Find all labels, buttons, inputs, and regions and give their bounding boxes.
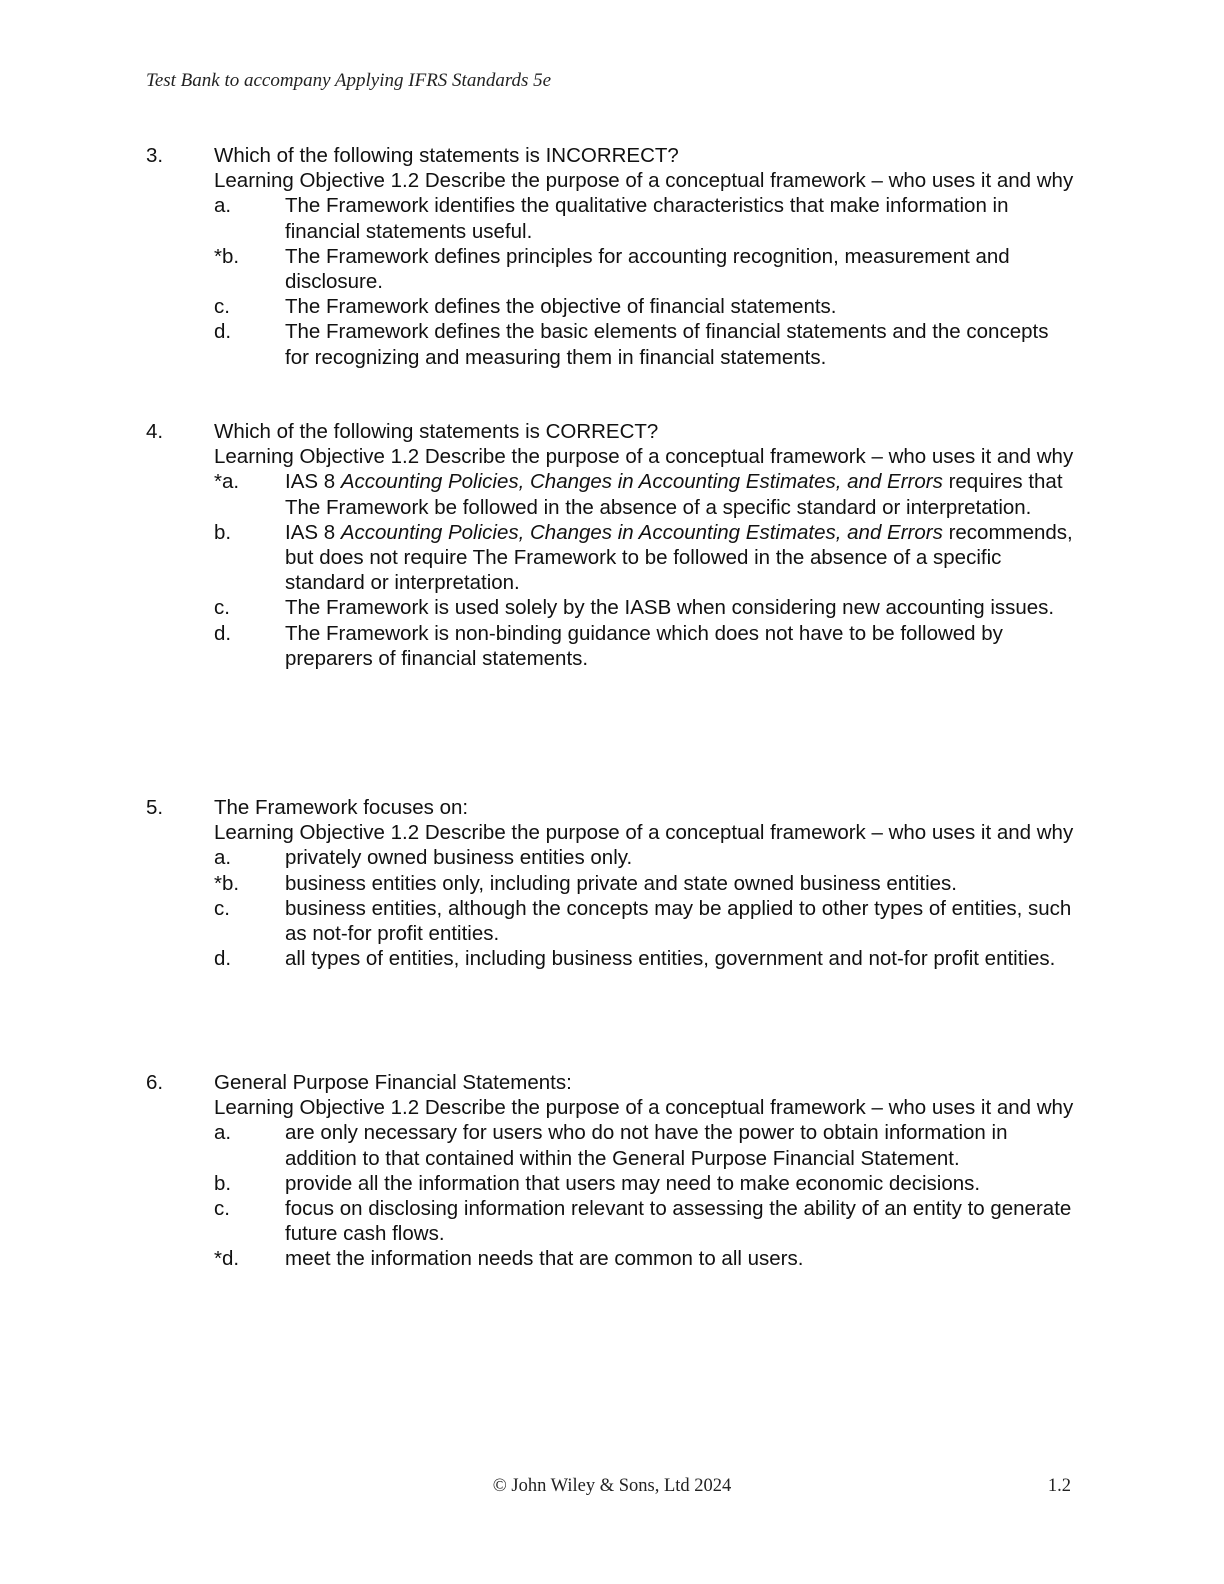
option-label: *b. — [214, 871, 240, 895]
option-d — [214, 319, 1076, 369]
option-text: are only necessary for users who do not have the power to obtain information in addition to that contained within the General Purpose Financial Statement. — [285, 1121, 1008, 1170]
learning-objective: Learning Objective 1.2 Describe the purpose of a conceptual framework – who uses it and why — [214, 821, 1074, 845]
question-stem: The Framework focuses on: — [214, 796, 469, 819]
question-3 — [146, 143, 1076, 370]
option-text: business entities, although the concepts may be applied to other types of entities, such as not-for profit entities. — [285, 896, 1072, 946]
learning-objective: Learning Objective 1.2 Describe the purpose of a conceptual framework – who uses it and why — [214, 1096, 1074, 1120]
question-number: 6. — [146, 1071, 164, 1094]
option-d — [214, 946, 1076, 971]
option-text: The Framework is used solely by the IASB when considering new accounting issues. — [285, 596, 1055, 620]
question-stem: Which of the following statements is INCORRECT? — [214, 144, 679, 167]
option-label: *a. — [214, 470, 240, 494]
option-label: d. — [214, 320, 232, 344]
option-text: The Framework is non-binding guidance which does not have to be followed by preparers of financial statements. — [285, 621, 1003, 670]
option-c — [214, 595, 1076, 620]
learning-objective: Learning Objective 1.2 Describe the purpose of a conceptual framework – who uses it and why — [214, 445, 1074, 469]
option-text: all types of entities, including business entities, government and not-for profit entities. — [285, 947, 1056, 971]
option-text: business entities only, including private and state owned business entities. — [285, 871, 957, 895]
option-label: c. — [214, 596, 230, 620]
option-label: d. — [214, 621, 232, 645]
option-b — [214, 871, 1076, 896]
answer-options — [214, 845, 1076, 971]
copyright-notice: © John Wiley & Sons, Ltd 2024 — [492, 1476, 732, 1496]
standard-title: Accounting Policies, Changes in Accounting Estimates, and Errors — [340, 470, 943, 494]
option-prefix: IAS 8 — [285, 520, 341, 544]
question-5 — [146, 795, 1076, 971]
option-a — [214, 1120, 1076, 1170]
answer-options — [214, 1120, 1076, 1271]
question-6 — [146, 1070, 1076, 1272]
option-c — [214, 294, 1076, 319]
option-label: b. — [214, 520, 232, 544]
option-text: The Framework identifies the qualitative characteristics that make information in financial statements useful. — [285, 194, 1009, 243]
answer-options — [214, 469, 1076, 671]
option-c — [214, 1196, 1076, 1246]
page-number: 1.2 — [1047, 1476, 1071, 1496]
question-number: 4. — [146, 420, 164, 443]
option-a — [214, 193, 1076, 243]
question-stem: General Purpose Financial Statements: — [214, 1071, 572, 1094]
option-text: recommends, but does not require The Framework to be followed in the absence of a specific standard or interpretation. — [285, 520, 1073, 595]
option-text: focus on disclosing information relevant to assessing the ability of an entity to generate future cash flows. — [285, 1197, 1072, 1246]
option-text: privately owned business entities only. — [285, 846, 633, 870]
option-d — [214, 621, 1076, 671]
option-label: c. — [214, 1197, 230, 1221]
standard-title: Accounting Policies, Changes in Accounting Estimates, and Errors — [340, 520, 943, 544]
answer-options — [214, 193, 1076, 369]
option-a — [214, 469, 1076, 519]
option-c — [214, 896, 1076, 946]
option-label: *d. — [214, 1247, 240, 1271]
option-text: meet the information needs that are common to all users. — [285, 1247, 804, 1271]
question-number: 5. — [146, 796, 164, 819]
option-label: b. — [214, 1171, 232, 1195]
option-text: The Framework defines the basic elements of financial statements and the concepts for recognizing and measuring them in financial statements. — [285, 320, 1049, 369]
learning-objective: Learning Objective 1.2 Describe the purpose of a conceptual framework – who uses it and why — [214, 169, 1074, 193]
question-number: 3. — [146, 144, 164, 167]
option-text: requires that The Framework be followed in the absence of a specific standard or interpretation. — [285, 470, 1063, 519]
option-label: c. — [214, 295, 230, 319]
option-prefix: IAS 8 — [285, 470, 341, 494]
option-b — [214, 244, 1076, 294]
option-label: c. — [214, 896, 230, 920]
question-4 — [146, 419, 1076, 671]
option-label: a. — [214, 846, 232, 870]
question-stem: Which of the following statements is CORRECT? — [214, 420, 659, 443]
option-a — [214, 845, 1076, 870]
option-text: provide all the information that users may need to make economic decisions. — [285, 1171, 981, 1195]
running-header: Test Bank to accompany Applying IFRS Standards 5e — [146, 70, 552, 91]
option-label: a. — [214, 1121, 232, 1145]
option-b — [214, 1171, 1076, 1196]
option-d — [214, 1246, 1076, 1271]
option-b — [214, 520, 1076, 596]
option-text: The Framework defines principles for accounting recognition, measurement and disclosure. — [285, 244, 1010, 294]
option-text: The Framework defines the objective of financial statements. — [285, 295, 837, 319]
option-label: a. — [214, 194, 232, 218]
option-label: *b. — [214, 244, 240, 268]
option-label: d. — [214, 947, 232, 971]
